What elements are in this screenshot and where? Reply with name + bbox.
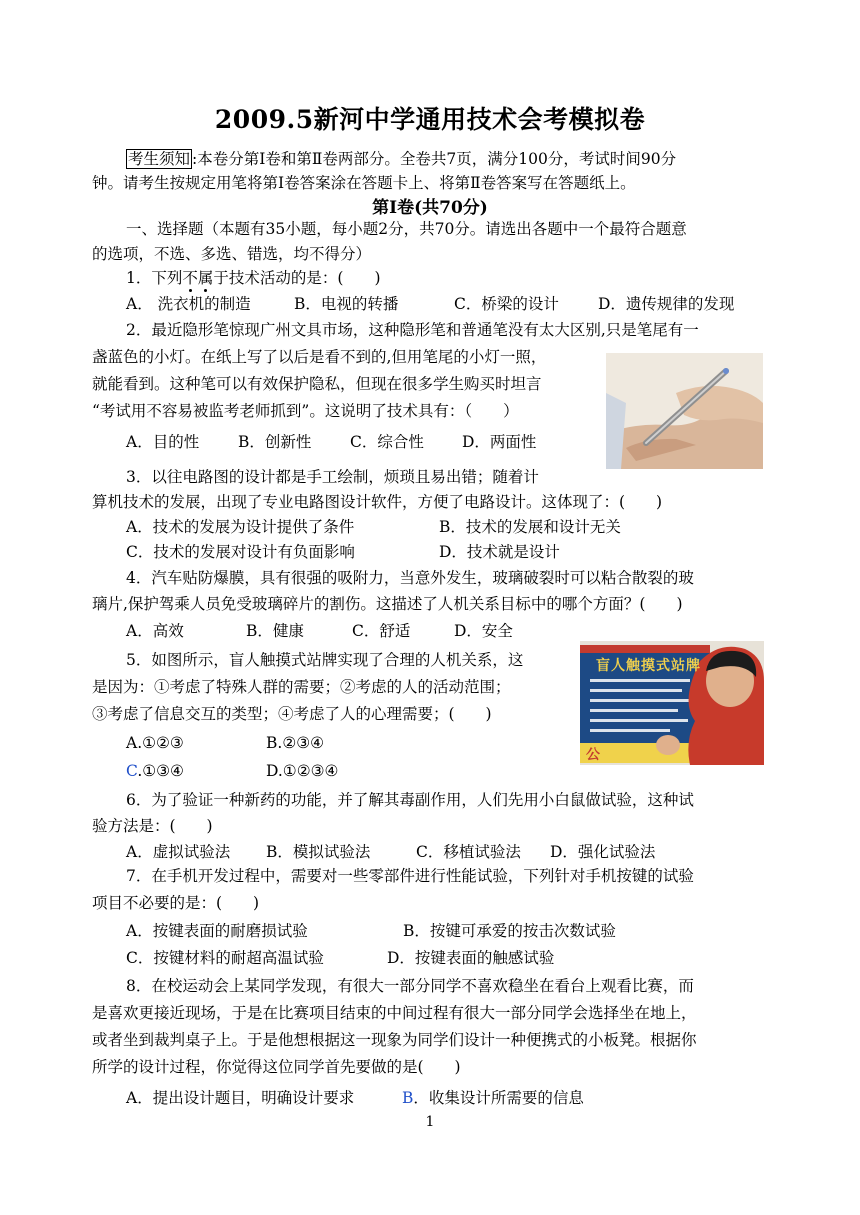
q1-stem: 1．下列不属于技术活动的是：( )	[126, 269, 381, 287]
option-c: C.①③④	[126, 762, 184, 780]
option-a: A．按键表面的耐磨损试验	[126, 922, 308, 940]
q7-line-1: 7．在手机开发过程中，需要对一些零部件进行性能试验，下列针对手机按键的试验	[126, 867, 694, 885]
sign-title-text: 盲人触摸式站牌	[596, 658, 701, 674]
option-a: A．提出设计题目，明确设计要求	[126, 1089, 355, 1107]
option-a: A．目的性	[126, 433, 200, 451]
option-c: C．桥梁的设计	[454, 295, 559, 313]
option-b: B．收集设计所需要的信息	[402, 1089, 584, 1107]
sign-bottom-text: 公	[586, 747, 600, 763]
invisible-pen-photo	[606, 353, 763, 469]
intro-line-1: 一、选择题（本题有35小题，每小题2分，共70分。请选出各题中一个最符合题意	[126, 220, 687, 238]
option-d: D.①②③④	[266, 762, 339, 780]
blind-bus-sign-photo	[580, 641, 764, 765]
option-c: C．舒适	[352, 622, 411, 640]
option-c: C．综合性	[350, 433, 424, 451]
exam-title: 2009.5新河中学通用技术会考模拟卷	[214, 105, 646, 134]
option-d: D．安全	[454, 622, 513, 640]
option-a: A.①②③	[126, 734, 184, 752]
option-b: B．模拟试验法	[266, 843, 371, 861]
q4-line-2: 璃片,保护驾乘人员免受玻璃碎片的割伤。这描述了人机关系目标中的哪个方面？( )	[92, 595, 683, 613]
notice-label: 考生须知	[128, 150, 191, 168]
q2-line-4: “考试用不容易被监考老师抓到”。这说明了技术具有：（ ）	[92, 402, 519, 420]
section-title: 第Ⅰ卷(共70分)	[372, 198, 488, 218]
q6-line-1: 6．为了验证一种新药的功能，并了解其毒副作用，人们先用小白鼠做试验，这种试	[126, 791, 694, 809]
pen-hand-illustration	[606, 353, 763, 469]
notice-line-1: 考生须知 :本卷分第Ⅰ卷和第Ⅱ卷两部分。全卷共7页，满分100分，考试时间90分	[128, 150, 677, 168]
option-b: B．健康	[246, 622, 304, 640]
q8-line-3: 或者坐到裁判桌子上。于是他想根据这一现象为同学们设计一种便携式的小板凳。根据你	[92, 1031, 697, 1049]
page-number: 1	[425, 1114, 435, 1130]
emphasis-dot: 不	[182, 269, 198, 287]
q5-line-1: 5．如图所示，盲人触摸式站牌实现了合理的人机关系，这	[126, 651, 524, 669]
option-b: B．按键可承爱的按击次数试验	[403, 922, 616, 940]
q7-line-2: 项目不必要的是：( )	[92, 894, 260, 912]
q2-line-2: 盏蓝色的小灯。在纸上写了以后是看不到的,但用笔尾的小灯一照，	[92, 348, 547, 366]
q8-line-4: 所学的设计过程，你觉得这位同学首先要做的是( )	[92, 1058, 461, 1076]
q3-line-1: 3．以往电路图的设计都是手工绘制，烦琐且易出错；随着计	[126, 468, 539, 486]
option-a: A．虚拟试验法	[126, 843, 231, 861]
option-b: B．电视的转播	[294, 295, 399, 313]
option-d: D．遗传规律的发现	[598, 295, 735, 313]
option-d: D．技术就是设计	[439, 543, 560, 561]
option-a: A．技术的发展为设计提供了条件	[126, 518, 355, 536]
q3-line-2: 算机技术的发展，出现了专业电路图设计软件，方便了电路设计。这体现了：( )	[92, 493, 663, 511]
emphasis-dot: 属	[197, 269, 214, 287]
q5-line-2: 是因为：①考虑了特殊人群的需要；②考虑的人的活动范围；	[92, 678, 511, 696]
option-b: B.②③④	[266, 734, 325, 752]
q8-line-2: 是喜欢更接近现场，于是在比赛项目结束的中间过程有很大一部分同学会选择坐在地上，	[92, 1004, 697, 1022]
option-a: A．高效	[126, 622, 184, 640]
q2-line-3: 就能看到。这种笔可以有效保护隐私，但现在很多学生购买时坦言	[92, 375, 542, 393]
option-d: D．两面性	[462, 433, 537, 451]
q5-line-3: ③考虑了信息交互的类型；④考虑了人的心理需要；( )	[92, 705, 492, 723]
q8-line-1: 8．在校运动会上某同学发现，有很大一部分同学不喜欢稳坐在看台上观看比赛，而	[126, 977, 694, 995]
option-d: D．强化试验法	[550, 843, 656, 861]
option-c: C．按键材料的耐超高温试验	[126, 949, 324, 967]
option-d: D．按键表面的触感试验	[387, 949, 555, 967]
q4-line-1: 4．汽车贴防爆膜，具有很强的吸附力，当意外发生，玻璃破裂时可以粘合散裂的玻	[126, 569, 694, 587]
option-c: C．技术的发展对设计有负面影响	[126, 543, 355, 561]
q6-line-2: 验方法是：( )	[92, 817, 213, 835]
option-a: A． 洗衣机的制造	[126, 295, 251, 313]
option-b: B．技术的发展和设计无关	[439, 518, 621, 536]
option-c: C．移植试验法	[416, 843, 521, 861]
option-b: B．创新性	[238, 433, 312, 451]
intro-line-2: 的选项，不选、多选、错选，均不得分）	[92, 245, 372, 263]
notice-line-2: 钟。请考生按规定用笔将第Ⅰ卷答案涂在答题卡上、将第Ⅱ卷答案写在答题纸上。	[92, 174, 636, 192]
q2-line-1: 2．最近隐形笔惊现广州文具市场，这种隐形笔和普通笔没有太大区别,只是笔尾有一	[126, 321, 699, 339]
